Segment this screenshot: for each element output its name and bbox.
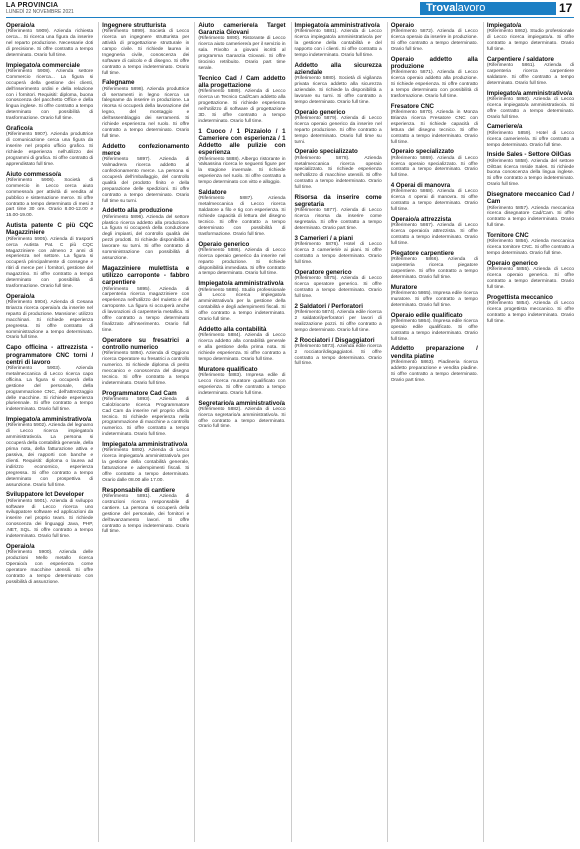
job-listing-text: (Riferimento 5901). Azienda di sviluppo software di Lecco ricerca uno sviluppatore software ed applicazioni da inserire nel proprio team. Si richiede conoscenza dei linguaggi Java, PHP, .NET, SQL. Si offre contratto a tempo indeterminato. Orario full time. (6, 498, 94, 540)
job-listing-text: (Riferimento 5858). Azienda del settore OilGas ricerca Inside Sales. Si richiede buona conoscenza della lingua inglese. Si offre contratto a tempo indeterminato. Orario full time. (486, 158, 575, 188)
job-listing-text: (Riferimento 5871). Azienda di Lecco ricerca operaio addetto alla produzione. Si richiede esperienza. Si offre contratto a tempo determinato con possibilità di trasformazione. Orario full time. (390, 70, 478, 99)
job-listing-text: (Riferimento 5900). Azienda delle produzioni Mello metallo ricerca Operaio/a con esperienza come operatore macchine utensili. Si offre contratto a tempo determinato con possibilità di assunzione. (6, 550, 94, 585)
job-listing-title: Muratore qualificato (198, 365, 258, 373)
job-listing-text: (Riferimento 5898). Azienda produttrice di serramenti in legno ricerca un falegname da inserire in produzione. La risorsa si occuperà della lavorazione del legno, del montaggio e dell'assemblaggio dei serramenti. Si richiede esperienza nel ruolo. Si offre contratto a tempo determinato. Orario full time. (102, 86, 190, 139)
job-listing (6, 491, 93, 540)
job-listing-title: Operaio/a (6, 292, 35, 300)
job-listing-text: (Riferimento 5891). Azienda di costruzioni ricerca responsabile di cantiere. La persona si occuperà della gestione del personale, dei fornitori e dell'avanzamento lavori. Si offre contratto a tempo indeterminato. Orario full time. (102, 494, 190, 535)
job-listing (6, 416, 93, 488)
job-listing-title: Impiegato/a (486, 22, 522, 29)
job-listing-text: (Riferimento 5908). Azienda settore Commercio ricerca... La figura si occuperà della gestione dei clienti, dell'inserimento ordini e della relazione con i fornitori. Requisiti: diploma, buona conoscenza del pacchetto Office e della lingua inglese. Si offre contratto a tempo determinato con possibilità di trasformazione. Orario full time. (6, 68, 94, 122)
newspaper-brand: LA PROVINCIA (6, 2, 59, 9)
job-listing-text: (Riferimento 5878). Azienda metalmeccanica ricerca operaio specializzato. Si richiede esperienza nell'utilizzo di macchine utensili. Si offre contratto a tempo indeterminato. Orario full time. (294, 155, 382, 191)
job-listing-text: (Riferimento 5884). Azienda di Lecco ricerca addetto alla contabilità generale e alla gestione della prima nota. Si richiede esperienza. Si offre contratto a tempo determinato. Orario full time. (198, 333, 286, 362)
job-listing-title: Falegname (102, 79, 135, 87)
job-listing-text: (Riferimento 5892). Azienda di Lecco ricerca impiegato/a amministrativo/a per la gestione della contabilità generale, fatturazione e adempimenti fiscali. Si offre contratto a tempo determinato. Orario dalle 08.00 alle 17.00. (102, 448, 190, 483)
page-header (0, 0, 580, 18)
job-listing-title: Programmatore Cad Cam (102, 389, 177, 397)
job-listing-text: (Riferimento 5895). Azienda di carpenteria ricerca magazziniere con esperienza nell'utilizzo del muletto e del carroponte. La figura si occuperà anche di lavorazioni di carpenteria metallica. Si offre contratto a tempo determinato finalizzato all'inserimento. Orario full time. (102, 286, 190, 333)
job-listing-title: Impiegato/a amministrativo/a (294, 22, 380, 29)
job-listing-text: (Riferimento 5870). Azienda in Monza Brianza ricerca Fresatore CNC con esperienza. Si richiede capacità di lettura del disegno tecnico. Si offre contratto a tempo indeterminato. Orario full time. (390, 109, 478, 145)
job-listing (487, 123, 574, 148)
job-listing (391, 103, 478, 146)
job-listing-title: 4 Operai di manovra (390, 182, 451, 190)
job-listing-text: (Riferimento 5888). Albergo ristorante in Valsassina ricerca le seguenti figure per la stagione invernale. Si richiede esperienza nel ruolo. Si offre contratto a tempo determinato con vitto e alloggio. (198, 156, 286, 186)
job-listing (102, 22, 189, 76)
job-listing (295, 62, 382, 106)
job-listing (487, 191, 574, 229)
job-listing (102, 79, 189, 139)
job-listing (295, 303, 382, 334)
job-listing (391, 56, 478, 100)
job-listing (102, 143, 189, 205)
job-listing-text: (Riferimento 5877). Azienda di Lecco ricerca risorsa da inserire come segretaria. Si offre contratto a tempo determinato. Orario part time. (294, 208, 382, 232)
job-listing-title: Ingegnere strutturista (102, 22, 167, 29)
job-listing-title: Operaio/a (6, 22, 35, 29)
section-title (426, 1, 485, 16)
job-listing (391, 284, 478, 309)
job-listing (6, 543, 93, 586)
job-listing-title: Autista patente C più CQC Magazziniere (6, 222, 94, 237)
job-listing-title: 1 Cuoco / 1 Pizzaiolo / 1 Cameriere con esperienza / 1 Addetto alle pulizie con esperienza (198, 127, 286, 157)
job-listing (295, 269, 382, 300)
job-listing-text: (Riferimento 5893). Azienda di Calolziocorte ricerca Programmatore Cad Cam da inserire nel proprio ufficio tecnico. Si richiede esperienza nella programmazione di macchine a controllo numerico. Si offre contratto a tempo indeterminato. Orario full time. (102, 396, 190, 438)
job-listing-title: Impiegato/a amministrativo/a (6, 416, 92, 424)
job-listing-title: Magazziniere mulettista e utilizzo carroponte - fabbro carpentiere (102, 264, 190, 287)
section-title-bold: Trova (426, 2, 456, 14)
job-listing-title: Tecnico Cad / Cam addetto alla progettazione (198, 74, 286, 90)
job-listing (102, 265, 189, 334)
job-listing-title: 2 Saldatori / Perforatori (294, 302, 363, 310)
job-listing-text: (Riferimento 5872). Azienda di Lecco ricerca operaio da inserire in produzione. Si offre contratto a tempo determinato. Orario full time. (390, 29, 478, 52)
job-listing-text: (Riferimento 5880). Società di vigilanza privata ricerca addetto alla sicurezza aziendale. Si richiede la disponibilità a lavorare su turni. Si offre contratto a tempo determinato. Orario full time. (294, 76, 382, 105)
job-listing (6, 293, 93, 342)
listings-columns (6, 22, 574, 842)
column-3 (194, 22, 285, 842)
job-listing-text: (Riferimento 5881). Azienda di Lecco ricerca impiegato/a amministrativo/a per la gestione della contabilità e del rapporto con i clienti. Si offre contratto a tempo indeterminato. Orario full time. (294, 29, 382, 58)
job-listing-text: (Riferimento 5897). Azienda di Valmadrera ricerca addetto al confezionamento merce. La persona si occuperà dell'imballaggio, del controllo qualità del prodotto finito e della preparazione delle spedizioni. Si offre contratto a tempo determinato. Orario full time su turni. (102, 157, 190, 204)
job-listing-title: Muratore (390, 283, 418, 291)
job-listing-title: Impiegato/a commerciale (6, 61, 80, 69)
job-listing-title: Addetto alla produzione (102, 207, 173, 215)
job-listing (198, 241, 285, 278)
job-listing-title: Segretario/a amministrativo/a (198, 399, 286, 407)
job-listing-text: (Riferimento 5903). Azienda metalmeccanica di Lecco ricerca capo officina. La figura si occuperà della gestione del personale, della programmazione CNC, dell'attrezzaggio delle macchine. Si richiede esperienza pluriennale. Si offre contratto a tempo indeterminato. Orario full time. (6, 366, 94, 413)
job-listing (391, 216, 478, 247)
job-listing (198, 22, 285, 72)
job-listing-text: (Riferimento 5904). Azienda di Cesana Brianza ricerca operaio/a da inserire nel reparto di produzione. Mansione: utilizzo macchinari. Si richiede esperienza pregressa. Si offre contratto di somministrazione a tempo determinato. Orario full time. (6, 300, 94, 341)
job-listing-title: Disegnatore meccanico Cad / Cam (486, 191, 575, 206)
job-listing (198, 366, 285, 397)
job-listing-text: (Riferimento 5885). Studio professionale di Lecco ricerca impiegato/a amministrativo/a per la gestione della contabilità e degli adempimenti fiscali. Si offre contratto a tempo indeterminato. Orario full time. (198, 287, 286, 323)
job-listing-text: (Riferimento 5862). Studio professionale di Lecco ricerca impiegato/a. Si offre contratto a tempo determinato. Orario full time. (486, 29, 575, 52)
job-listing-text: (Riferimento 5889). Azienda di Lecco ricerca un Tecnico Cad/Cam addetto alla progettazione. Si richiede esperienza nell'utilizzo di software di progettazione 3D. Si offre contratto a tempo indeterminato. Orario full time. (198, 89, 286, 124)
column-1 (6, 22, 93, 842)
job-listing-text: (Riferimento 5907). Azienda produttrice di comunicazione cerca una figura da inserire nel proprio ufficio grafico. Si richiede esperienza nell'utilizzo dei programmi di grafica. Si offre contratto di apprendistato full time. (6, 132, 94, 167)
job-listing-title: Risorsa da inserire come segretaria (294, 194, 382, 209)
job-listing (487, 22, 574, 53)
job-listing-text: (Riferimento 5859). Hotel di Lecco ricerca cameriere/a. Si offre contratto a tempo determinato. Orario full time. (486, 130, 575, 148)
column-4 (291, 22, 382, 842)
job-listing (6, 344, 93, 413)
section-title-light: lavoro (455, 2, 486, 14)
job-listing-text: (Riferimento 5890). Ristorante di Lecco ricerca aiuto cameriere/a per il servizio in sala. Rivolto a giovani iscritti al programma Garanzia Giovani. Si offre tirocinio retribuito. Orario part time serale. (198, 36, 286, 71)
job-listing (102, 487, 189, 536)
job-listing-text: (Riferimento 5896). Azienda del settore plastico ricerca addetto alla produzione. La figura si occuperà della conduzione degli impianti, del controllo qualità dei pezzi prodotti. Si richiede disponibilità a lavorare su turni. Si offre contratto di somministrazione con possibilità di assunzione. (102, 214, 190, 262)
job-listing (295, 109, 382, 146)
job-listing-text: (Riferimento 5894). Azienda di Oggiono ricerca Operatore su fresatrici a controllo numerico. Si richiede diploma di perito meccanico e conoscenza del disegno tecnico. Si offre contratto a tempo indeterminato. Orario full time. (102, 351, 190, 386)
job-listing-title: Saldatore (198, 189, 227, 197)
job-listing (198, 400, 285, 431)
job-listing-title: Operatore generico (294, 268, 352, 276)
job-listing (391, 250, 478, 281)
job-listing-title: Operaio (390, 22, 415, 29)
job-listing-text: (Riferimento 5873). Azienda edile ricerca 2 rocciatori/disgaggiatori. Si offre contratto a tempo determinato. Orario full time. (294, 343, 382, 367)
job-listing-text: (Riferimento 5875). Azienda di Lecco ricerca operatore generico. Si offre contratto a tempo determinato. Orario full time. (294, 276, 382, 299)
job-listing-title: Addetto alla contabilità (198, 325, 267, 333)
job-listing (487, 232, 574, 257)
job-listing (198, 326, 285, 363)
job-listing-text: (Riferimento 5866). Azienda di carpenteria ricerca piegatore carpentiere. Si offre contratto a tempo determinato. Orario full time. (390, 257, 478, 280)
job-listing-title: Progettista meccanico (486, 293, 553, 301)
job-listing-title: Piegatore carpentiere (390, 249, 454, 257)
page-number: 17 (559, 1, 573, 15)
job-listing (198, 128, 285, 186)
job-listing (198, 189, 285, 238)
job-listing (487, 294, 574, 325)
job-listing-text: (Riferimento 5854). Azienda di Lecco ricerca progettista meccanico. Si offre contratto a tempo indeterminato. Orario full time. (486, 301, 575, 324)
job-listing-text: (Riferimento 5905). Azienda di trasporti cerca Autista Pat. C più CQC Magazziniere con almeno 2 anni di esperienza nel settore. La figura si occuperà principalmente di consegne e ritiri di merce per i fornitori, gestione del magazzino. Si offre contratto a tempo determinato con possibilità di trasformazione. Orario full time. (6, 236, 94, 289)
job-listing (198, 280, 285, 323)
job-listing (6, 222, 93, 290)
job-listing-text: (Riferimento 5883). Impresa edile di Lecco ricerca muratore qualificato con esperienza. Si offre contratto a tempo indeterminato. Orario full time. (198, 372, 286, 396)
job-listing-text: (Riferimento 5857). Azienda meccanica ricerca disegnatore Cad/Cam. Si offre contratto a tempo indeterminato. Orario full time. (486, 205, 575, 229)
job-listing (391, 312, 478, 343)
job-listing-text: (Riferimento 5906). Società di commercio in Lecco cerca aiuto commesso/a per attività di vendita al pubblico e sistemazione merce. Si offre contratto a tempo determinato di mesi 3 part time 30 ore. Orario 8.00-12.00 e 15.00-19.00. (6, 177, 94, 219)
job-listing-title: Operatore su fresatrici a controllo numerico (102, 336, 190, 351)
job-listing-title: Addetto alla sicurezza aziendale (294, 61, 382, 76)
job-listing-text: (Riferimento 5887). Azienda metalmeccanica di Lecco ricerca Saldatore a filo e tig con esperienza. Si richiede capacità di lettura del disegno tecnico. Si offre contratto a tempo determinato con possibilità di trasformazione. Orario full time. (198, 196, 286, 237)
job-listing-text: (Riferimento 5902). Azienda del legnamo di Lecco ricerca impiegato/a amministrativo/a. La persona si occuperà della contabilità generale, della prima nota, della fatturazione attiva e passiva, dei rapporti con banche e clienti. Requisiti: diploma o laurea ad indirizzo economico, esperienza pregressa. Si offre contratto a tempo determinato con prospettiva di assunzione. Orario full time. (6, 423, 94, 488)
job-listing-text: (Riferimento 5863). Piadineria ricerca addetto preparazione e vendita piadine. Si offre contratto a tempo determinato. Orario part time. (390, 359, 478, 383)
job-listing-title: Operaio edile qualificato (390, 311, 463, 319)
job-listing-title: 3 Camerieri / a piani (294, 235, 353, 243)
job-listing (6, 171, 93, 220)
job-listing-title: Operaio/a attrezzista (390, 216, 452, 224)
job-listing-title: Carpentiere / saldatore (486, 55, 554, 63)
job-listing-text: (Riferimento 5867). Azienda di Lecco ricerca operaio/a attrezzista. Si offre contratto a tempo indeterminato. Orario full time. (390, 223, 478, 246)
job-listing-text: (Riferimento 5855). Azienda di Lecco ricerca operaio generico. Si offre contratto a tempo determinato. Orario full time. (486, 267, 575, 291)
job-listing (295, 337, 382, 368)
job-listing-text: (Riferimento 5861). Azienda di carpenteria ricerca carpentiere saldatore. Si offre contratto a tempo determinato. Orario full time. (486, 63, 575, 86)
job-listing (295, 148, 382, 191)
job-listing-text: (Riferimento 5876). Hotel di Lecco ricerca 3 camerieri/e ai piani. Si offre contratto a tempo determinato. Orario full time. (294, 242, 382, 265)
job-listing-title: Inside Sales - Settore OilGas (486, 151, 572, 159)
job-listing-text: (Riferimento 5864). Impresa edile ricerca operaio edile qualificato. Si offre contratto a tempo indeterminato. Orario full time. (390, 318, 478, 342)
job-listing-title: Addetto confezionamento merce (102, 142, 190, 158)
job-listing-text: (Riferimento 5869). Azienda di Lecco ricerca operaio specializzato. Si offre contratto a tempo determinato. Orario full time. (390, 155, 478, 179)
job-listing-title: Fresatore CNC (390, 102, 435, 110)
job-listing-title: Sviluppatore Ict Developer (6, 491, 85, 499)
job-listing-title: 2 Rocciatori / Disgaggiatori (294, 336, 375, 344)
job-listing-title: Aiuto commesso/a (6, 170, 62, 178)
column-2 (98, 22, 189, 842)
job-listing (198, 75, 285, 125)
job-listing-title: Operaio/a (6, 542, 35, 550)
job-listing (102, 390, 189, 439)
column-5 (387, 22, 478, 842)
job-listing-title: Operaio specializzato (294, 148, 358, 156)
job-listing-title: Impiegato/a amministrativo/a (198, 280, 284, 288)
job-listing-title: Tornitore CNC (486, 232, 529, 240)
issue-date: LUNEDÌ 22 NOVEMBRE 2021 (6, 9, 74, 15)
job-listing (391, 345, 478, 383)
header-rule (6, 17, 574, 18)
column-6 (483, 22, 574, 842)
job-listing (391, 182, 478, 213)
job-listing-text: (Riferimento 5874). Azienda edile ricerca 2 saldatori/perforatori per lavori di realizzazione pozzi. Si offre contratto a tempo determinato. Orario full time. (294, 309, 382, 333)
job-listing-text: (Riferimento 5909). Azienda richiesta cerca... Si ricerca una figura da inserire nel reparto produzione. Necessarie doti di precisione. Si offre contratto a tempo determinato. Orario full time. (6, 29, 94, 58)
job-listing (102, 207, 189, 261)
job-listing (102, 337, 189, 387)
job-listing (391, 22, 478, 53)
job-listing-title: Addetto preparazione / vendita piatine (390, 345, 478, 360)
job-listing (295, 22, 382, 59)
job-listing (487, 151, 574, 188)
job-listing-title: Responsabile di cantiere (102, 486, 176, 494)
job-listing-title: Grafico/a (6, 125, 33, 133)
job-listing-title: Cameriere/a (486, 123, 523, 131)
job-listing-text: (Riferimento 5856). Azienda meccanica ricerca tornitore CNC. Si offre contratto a tempo determinato. Orario full time. (486, 239, 575, 257)
job-listing (6, 125, 93, 168)
job-listing-title: Operaio generico (198, 240, 250, 248)
job-listing (487, 90, 574, 121)
job-listing-title: Impiegato/a amministrativo/a (486, 89, 573, 97)
job-listing (391, 148, 478, 179)
job-listing-text: (Riferimento 5868). Azienda di Lecco ricerca 4 operai di manovra. Si offre contratto a tempo determinato. Orario full time. (390, 189, 478, 213)
job-listing-title: Capo officina - attrezzista - programmatore CNC torni / centri di lavoro (6, 344, 94, 366)
job-listing-title: Aiuto cameriere/a Target Garanzia Giovani (198, 22, 286, 37)
job-listing (487, 56, 574, 87)
job-listing (6, 62, 93, 122)
job-listing (295, 194, 382, 232)
job-listing-title: Operaio generico (294, 108, 346, 116)
job-listing (6, 22, 93, 59)
job-listing-title: Operaio addetto alla produzione (390, 55, 478, 71)
job-listing-text: (Riferimento 5865). Impresa edile ricerca muratore. Si offre contratto a tempo determinato. Orario full time. (390, 290, 478, 308)
job-listing (295, 235, 382, 266)
job-listing-text: (Riferimento 5879). Azienda di Lecco ricerca operaio generico da inserire nel reparto produzione. Si offre contratto a tempo determinato. Orario full time su turni. (294, 115, 382, 145)
job-listing-title: Operaio specializzato (390, 148, 454, 156)
job-listing-text: (Riferimento 5860). Azienda di Lecco ricerca impiegato/a amministrativo/a. Si offre contratto a tempo determinato. Orario full time. (486, 96, 575, 120)
job-listing (102, 441, 189, 484)
job-listing (487, 260, 574, 291)
job-listing-text: (Riferimento 5882). Azienda di Lecco ricerca segretario/a amministrativo/a. Si offre contratto a tempo determinato. Orario full time. (198, 406, 286, 430)
job-listing-title: Impiegato/a amministrativo/a (102, 441, 188, 449)
job-listing-title: Operaio generico (486, 260, 538, 268)
job-listing-text: (Riferimento 5886). Azienda di Lecco ricerca operaio generico da inserire nel reparto produzione. Si richiede disponibilità immediata. Si offre contratto a tempo determinato. Orario full time. (198, 247, 286, 277)
job-listing-text: (Riferimento 5899). Società di Lecco ricerca un ingegnere strutturista per attività di progettazione strutturale in campo civile. Si richiede laurea in Ingegneria civile, conoscenza dei software di calcolo e di disegno. Si offre contratto a tempo indeterminato. Orario full time. (102, 29, 190, 76)
